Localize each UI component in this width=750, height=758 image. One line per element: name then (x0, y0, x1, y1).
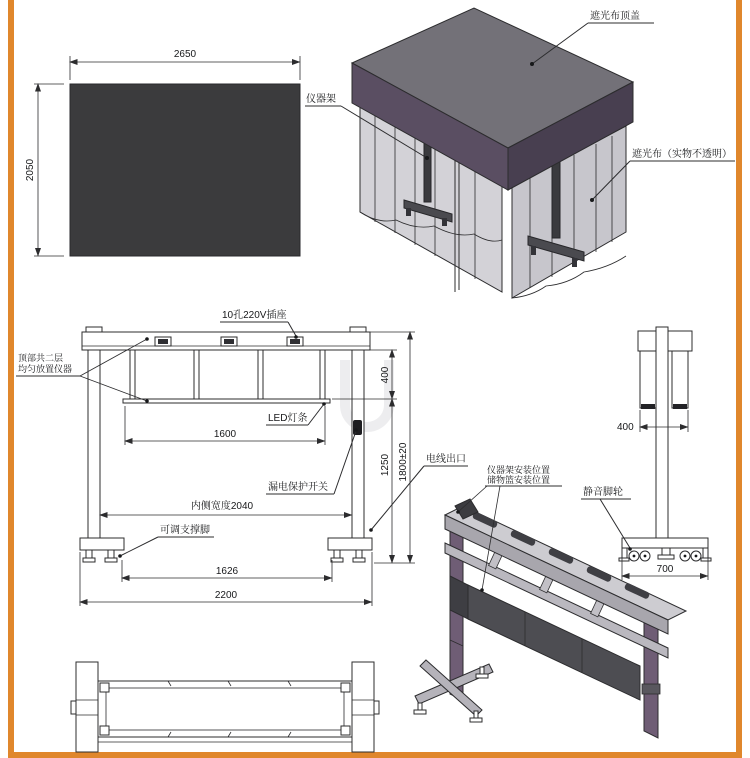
svg-text:2200: 2200 (214, 590, 238, 601)
svg-text:1600: 1600 (213, 429, 237, 440)
front-view (16, 308, 468, 606)
svg-text:700: 700 (656, 564, 674, 575)
svg-text:顶部共二层: 顶部共二层 (18, 353, 64, 363)
flat-panel-view (25, 49, 300, 256)
tent-iso-view (305, 8, 735, 298)
dim-feet-span (122, 560, 332, 582)
shelf-layer (123, 350, 330, 403)
svg-text:1800±20: 1800±20 (398, 442, 409, 482)
left-post (88, 333, 100, 538)
svg-text:10孔220V插座: 10孔220V插座 (222, 310, 287, 321)
dim-total-width (80, 552, 372, 606)
panel-width-dim: 2650 (173, 49, 197, 60)
dim-side-top-width (617, 410, 688, 433)
svg-text:储物篮安装位置: 储物篮安装位置 (487, 475, 551, 485)
svg-text:静音脚轮: 静音脚轮 (583, 487, 623, 498)
svg-text:内侧宽度2040: 内侧宽度2040 (190, 501, 254, 512)
label-breaker (266, 428, 358, 494)
svg-text:仪器架: 仪器架 (306, 94, 336, 105)
svg-text:均匀放置仪器: 均匀放置仪器 (18, 364, 73, 374)
right-post (352, 333, 364, 538)
top-view (71, 662, 379, 752)
label-led (266, 402, 326, 425)
dim-inner-width (100, 499, 352, 515)
svg-text:400: 400 (617, 422, 634, 433)
rack-iso-view (414, 464, 686, 738)
svg-text:1250: 1250 (380, 453, 391, 477)
label-adjustable-feet (118, 523, 214, 558)
breaker-switch (353, 420, 362, 435)
end-bar-right (352, 662, 374, 752)
iso-leg-right (644, 618, 658, 738)
svg-text:1626: 1626 (215, 566, 239, 577)
svg-text:LED灯条: LED灯条 (268, 413, 308, 424)
svg-text:仪器架安装位置: 仪器架安装位置 (487, 465, 551, 475)
side-view (581, 327, 711, 580)
svg-text:遮光布顶盖: 遮光布顶盖 (590, 11, 640, 22)
frame-outer (98, 681, 352, 737)
end-bar-left (76, 662, 98, 752)
svg-text:遮光布（实物不透明）: 遮光布（实物不透明） (632, 149, 732, 160)
side-pole (656, 327, 668, 539)
svg-text:可调支撑脚: 可调支撑脚 (160, 525, 210, 536)
svg-text:400: 400 (380, 366, 391, 384)
side-base (622, 538, 708, 548)
dark-panel (70, 84, 300, 256)
right-foot (328, 538, 372, 562)
left-foot (80, 538, 124, 562)
svg-text:电线出口: 电线出口 (426, 454, 466, 465)
panel-height-dim: 2050 (25, 158, 36, 182)
svg-text:漏电保护开关: 漏电保护开关 (268, 482, 328, 493)
